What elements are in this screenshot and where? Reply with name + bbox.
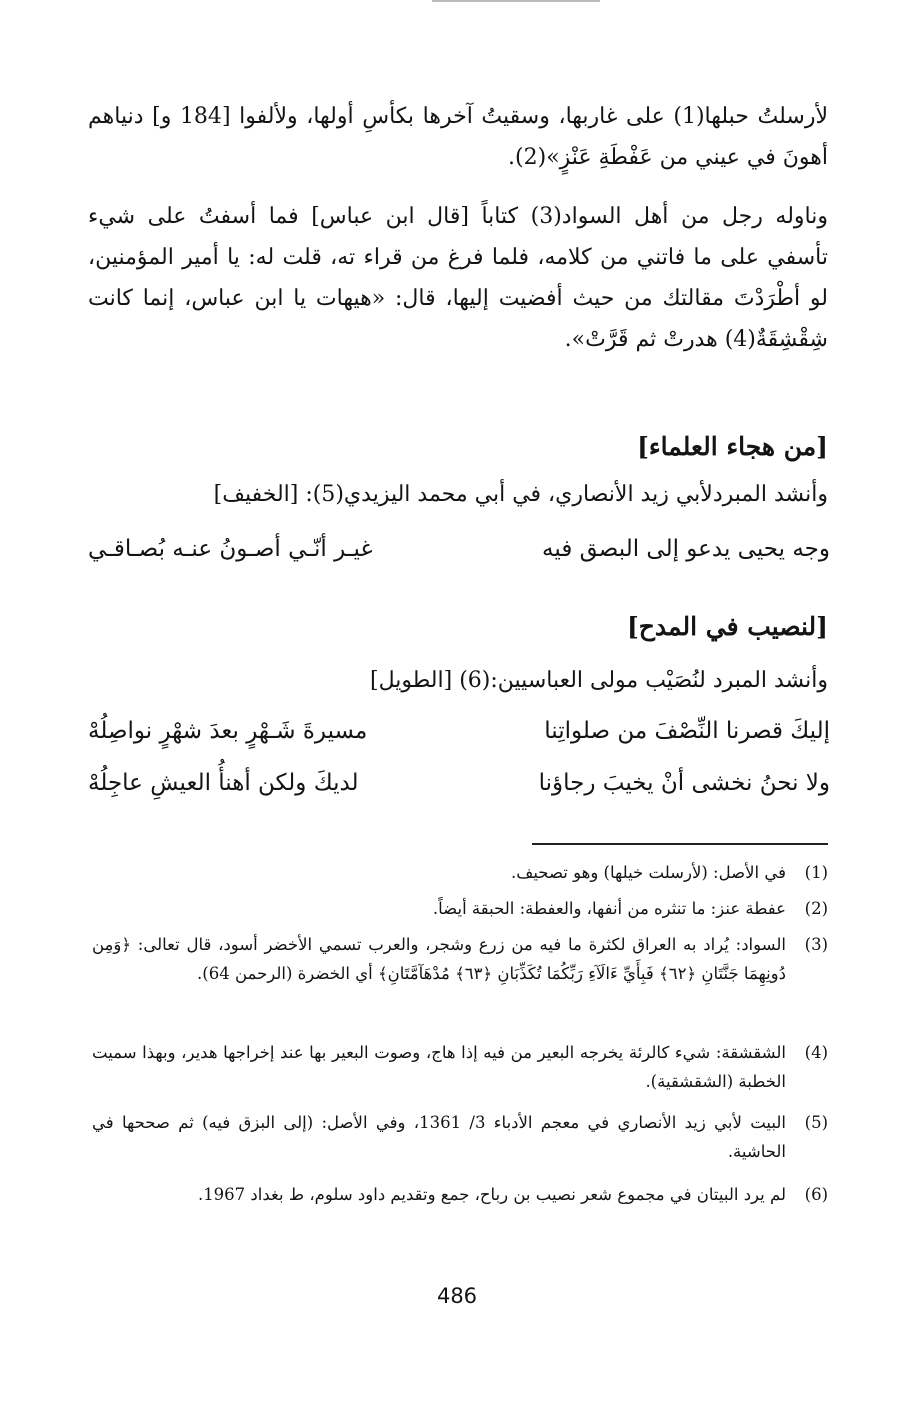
footnote-number: (2) — [804, 899, 828, 918]
verse-second-hemistich: غيـر أنّـي أصـونُ عنـه بُصـاقـي — [88, 536, 373, 562]
footnote-text: لم يرد البيتان في مجموع شعر نصيب بن رباح، جمع وتقديم داود سلوم، ط بغداد 1967. — [197, 1185, 786, 1204]
footnote-number: (3) — [804, 935, 828, 954]
section-heading-ulama: [من هجاء العلماء] — [637, 432, 828, 461]
footnote — [92, 894, 828, 923]
footnote-text: البيت لأبي زيد الأنصاري في معجم الأدباء 3/ 1361، وفي الأصل: (إلى البزق فيه) ثم صححها في الحاشية. — [92, 1113, 786, 1161]
footnote-number: (5) — [804, 1113, 828, 1132]
verse-line — [88, 718, 830, 762]
paragraph-mubarrad-yazidi: وأنشد المبردلأبي زيد الأنصاري، في أبي محمد اليزيدي(5): [الخفيف] — [213, 482, 828, 507]
footnote-text: السواد: يُراد به العراق لكثرة ما فيه من زرع وشجر، والعرب تسمي الأخضر أسود، قال تعالى: ﴿وَمِن دُونِهِمَا جَنَّتَانِ ﴿٦٢﴾ فَبِأَيِّ ءَالَآءِ رَبِّكُمَا تُكَذِّبَانِ ﴿٦٣﴾ مُدْهَآمَّتَانِ﴾ أي الخضرة (الرحمن 64). — [92, 935, 786, 983]
footnote-number: (1) — [804, 863, 828, 882]
footnote-text: عفطة عنز: ما تنثره من أنفها، والعفطة: الحبقة أيضاً. — [432, 899, 786, 918]
footnote — [92, 858, 828, 887]
verse-first-hemistich: إليكَ قصرنا النِّصْفَ من صلواتِنا — [544, 718, 830, 744]
verse-second-hemistich: لديكَ ولكن أهنأُ العيشِ عاجِلُهْ — [88, 770, 359, 796]
verse-line — [88, 536, 830, 580]
paragraph-sawad: وناوله رجل من أهل السواد(3) كتاباً [قال ابن عباس] فما أسفتُ على شيء تأسفي على ما فاتني من كلامه، فلما فرغ من قراء ته، قلت له: يا أمير المؤمنين، لو أطْرَدْتَ مقالتك من حيث أفضيت إليها، قال: «هيهات يا ابن عباس، إنما كانت شِقْشِقَةٌ(4) هدرتْ ثم قَرَّتْ». — [88, 204, 828, 352]
footnote-number: (6) — [804, 1185, 828, 1204]
verse-first-hemistich: ولا نحنُ نخشى أنْ يخيبَ رجاؤنا — [538, 770, 830, 796]
paragraph-continuation: لأرسلتُ حبلها(1) على غاربها، وسقيتُ آخرها بكأسِ أولها، ولألفوا [184 و] دنياهم أهونَ في عيني من عَفْطَةِ عَنْزٍ»(2). — [88, 104, 828, 170]
top-divider — [432, 0, 600, 2]
footnote — [92, 930, 828, 988]
verse-line — [88, 770, 830, 814]
section-heading-nusayb: [لنصيب في المدح] — [626, 612, 828, 641]
footnote-number: (4) — [804, 1043, 828, 1062]
verse-second-hemistich: مسيرةَ شَـهْرٍ بعدَ شهْرٍ نواصِلُهْ — [88, 718, 368, 744]
footnote-text: في الأصل: (لأرسلت خيلها) وهو تصحيف. — [511, 863, 786, 882]
footnote — [92, 1038, 828, 1096]
footnote — [92, 1108, 828, 1166]
footnote — [92, 1180, 828, 1209]
page-number: 486 — [436, 1284, 478, 1308]
footnote-text: الشقشقة: شيء كالرئة يخرجه البعير من فيه إذا هاج، وصوت البعير بها عند إخراجها هدير، وبهذا سميت الخطبة (الشقشقية). — [92, 1043, 786, 1091]
verse-first-hemistich: وجه يحيى يدعو إلى البصق فيه — [542, 536, 830, 562]
footnote-separator — [532, 843, 828, 845]
paragraph-mubarrad-nusayb: وأنشد المبرد لنُصَيْب مولى العباسيين:(6) [الطويل] — [370, 668, 828, 693]
